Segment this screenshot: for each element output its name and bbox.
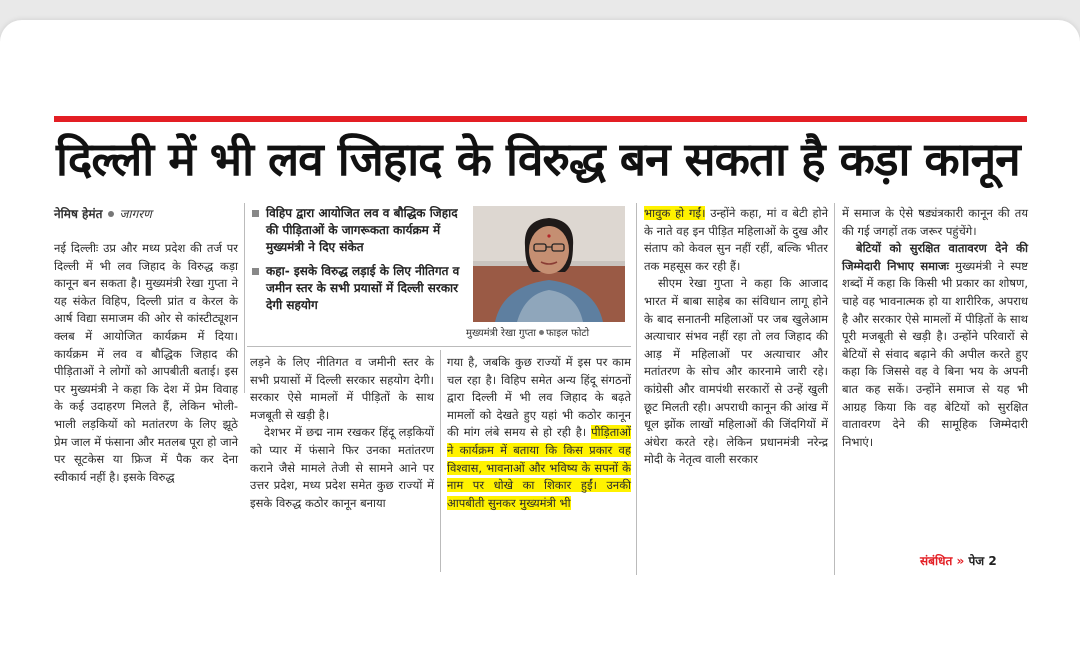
photo-caption <box>466 325 631 339</box>
chief-minister-photo <box>473 206 625 322</box>
column-text: नई दिल्लीः उप्र और मध्य प्रदेश की तर्ज पर दिल्ली में भी लव जिहाद के विरुद्ध कड़ा कानून बन सकता है। मुख्यमंत्री रेखा गुप्ता ने यह संकेत विहिप, दिल्ली प्रांत व केरल के आर्ष विद्या समाजम की ओर से कांस्टीट्यूशन क्लब में आयोजित कार्यक्रम में दिया। कार्यक्रम में लव व बौद्धिक जिहाद की पीड़िताओं ने लोगों को आपबीती बताई। इस पर मुख्यमंत्री ने कहा कि देश में प्रेम विवाह के कई उदाहरण मिलते हैं, लेकिन भोली-भाली लड़कियों को मतांतरण के लिए झूठे प्रेम जाल में फंसाना और मतलब पूरा हो जाने पर सूटकेस या फ्रिज में पैक कर देना स्वीकार्य नहीं है। इसके विरुद्ध <box>54 241 238 484</box>
column-text: मुख्यमंत्री ने स्पष्ट शब्दों में कहा कि किसी भी प्रकार का शोषण, चाहे वह भावनात्मक हो या शारीरिक, अपराध है और सरकार ऐसे मामलों में पीड़ितों के साथ पूरी मजबूती से खड़ी है। उन्होंने परिवारों से बेटियों से संवाद बढ़ाने की अपील करते हुए कहा कि जिससे वह वे बिना भय के अपनी बात कह सकें। उन्होंने समाज से यह भी आग्रह किया कि वह बेटियों को सुरक्षित वातावरण देने की सामूहिक जिम्मेदारी निभाएं। <box>842 258 1028 449</box>
highlight-text: विहिप द्वारा आयोजित लव व बौद्धिक जिहाद की पीड़िताओं के जागरूकता कार्यक्रम में मुख्यमंत्री ने दिए संकेत <box>266 206 458 254</box>
section-divider <box>247 346 631 347</box>
bullet-dot-icon <box>108 211 114 217</box>
column-divider <box>834 203 835 575</box>
highlights-box <box>250 205 472 330</box>
square-bullet-icon <box>252 268 259 275</box>
bullet-dot-icon <box>539 330 544 335</box>
photo-credit: फाइल फोटो <box>545 328 590 339</box>
related-page-link[interactable] <box>920 552 1028 568</box>
portrait-image <box>473 206 625 322</box>
headline: दिल्ली में भी लव जिहाद के विरुद्ध बन सकता है कड़ा कानून <box>56 132 1020 186</box>
article-column-5 <box>842 205 1028 551</box>
byline <box>54 205 244 223</box>
byline-source: जागरण <box>119 207 152 221</box>
highlighted-text: भावुक हो गईं। <box>644 206 706 220</box>
column-text: उन्होंने कहा, मां व बेटी होने के नाते वह इन पीड़ित महिलाओं के दुख और संताप को केवल सुन नहीं रहीं, बल्कि भीतर तक महसूस कर रही हैं। <box>644 206 829 273</box>
square-bullet-icon <box>252 210 259 217</box>
byline-author: नेमिष हेमंत <box>54 207 103 221</box>
chevron-right-icon: » <box>956 554 965 568</box>
highlight-text: कहा- इसके विरुद्ध लड़ाई के लिए नीतिगत व जमीन स्तर के सभी प्रयासों में दिल्ली सरकार देगी सहयोग <box>266 264 460 312</box>
photo-caption-name: मुख्यमंत्री रेखा गुप्ता <box>466 328 536 339</box>
column-divider <box>244 203 245 393</box>
page-number: पेज 2 <box>968 554 997 568</box>
related-label: संबंधित <box>920 554 953 568</box>
column-text: गया है, जबकि कुछ राज्यों में इस पर काम चल रहा है। विहिप समेत अन्य हिंदू संगठनों द्वारा दिल्ली में भी लव जिहाद के बढ़ते मामलों को देखते हुए यहां भी कठोर कानून की मांग लंबे समय से हो रही है। <box>447 355 631 440</box>
subheading: बेटियों को सुरक्षित वातावरण देने की जिम्मेदारी निभाए समाजः <box>842 241 1028 273</box>
highlighted-text: पीड़िताओं ने कार्यक्रम में बताया कि किस प्रकार वह विश्वास, भावनाओं और भविष्य के सपनों के नाम पर धोखे का शिकार हुईं। उनकी आपबीती सुनकर मुख्यमंत्री भी <box>447 425 631 510</box>
column-divider <box>440 350 441 572</box>
column-paragraph: देशभर में छद्म नाम रखकर हिंदू लड़कियों को प्यार में फंसाने फिर उनका मतांतरण कराने जैसे मामले तेजी से सामने आने पर उत्तर प्रदेश, मध्य प्रदेश समेत कुछ राज्यों में इसके विरुद्ध कठोर कानून बनाया <box>250 425 434 510</box>
article-column-1 <box>54 240 238 580</box>
article-column-4 <box>644 205 828 575</box>
column-paragraph: सीएम रेखा गुप्ता ने कहा कि आजाद भारत में बाबा साहेब का संविधान लागू होने के बाद सनातनी महिलाओं पर जब खुलेआम अत्याचार संभव नहीं रहा तो लव जिहाद की आड़ में महिलाओं पर अत्याचार और मतांतरण के सोच और कारनामे जारी रहे। कांग्रेसी और वामपंथी सरकारों से उन्हें खुली छूट मिलती रही। अपराधी कानून की आंख में धूल झोंक लाखों महिलाओं की जिंदगियों में अंधेरा करते रहे। लेकिन प्रधानमंत्री नरेन्द्र मोदी के नेतृत्व वाली सरकार <box>644 276 828 467</box>
column-divider <box>636 203 637 575</box>
article-column-2 <box>250 354 434 574</box>
column-paragraph: में समाज के ऐसे षड्यंत्रकारी कानून की तय की गई जगहों तक जरूर पहुंचेंगे। <box>842 206 1028 238</box>
article-column-3 <box>447 354 631 574</box>
highlight-item <box>250 205 472 256</box>
column-paragraph: लड़ने के लिए नीतिगत व जमीनी स्तर के सभी प्रयासों में दिल्ली सरकार सहयोग देगी। सरकार ऐसे मामलों में पीड़ितों के साथ मजबूती से खड़ी है। <box>250 355 434 422</box>
highlight-item <box>250 263 472 314</box>
header-rule <box>54 116 1027 122</box>
